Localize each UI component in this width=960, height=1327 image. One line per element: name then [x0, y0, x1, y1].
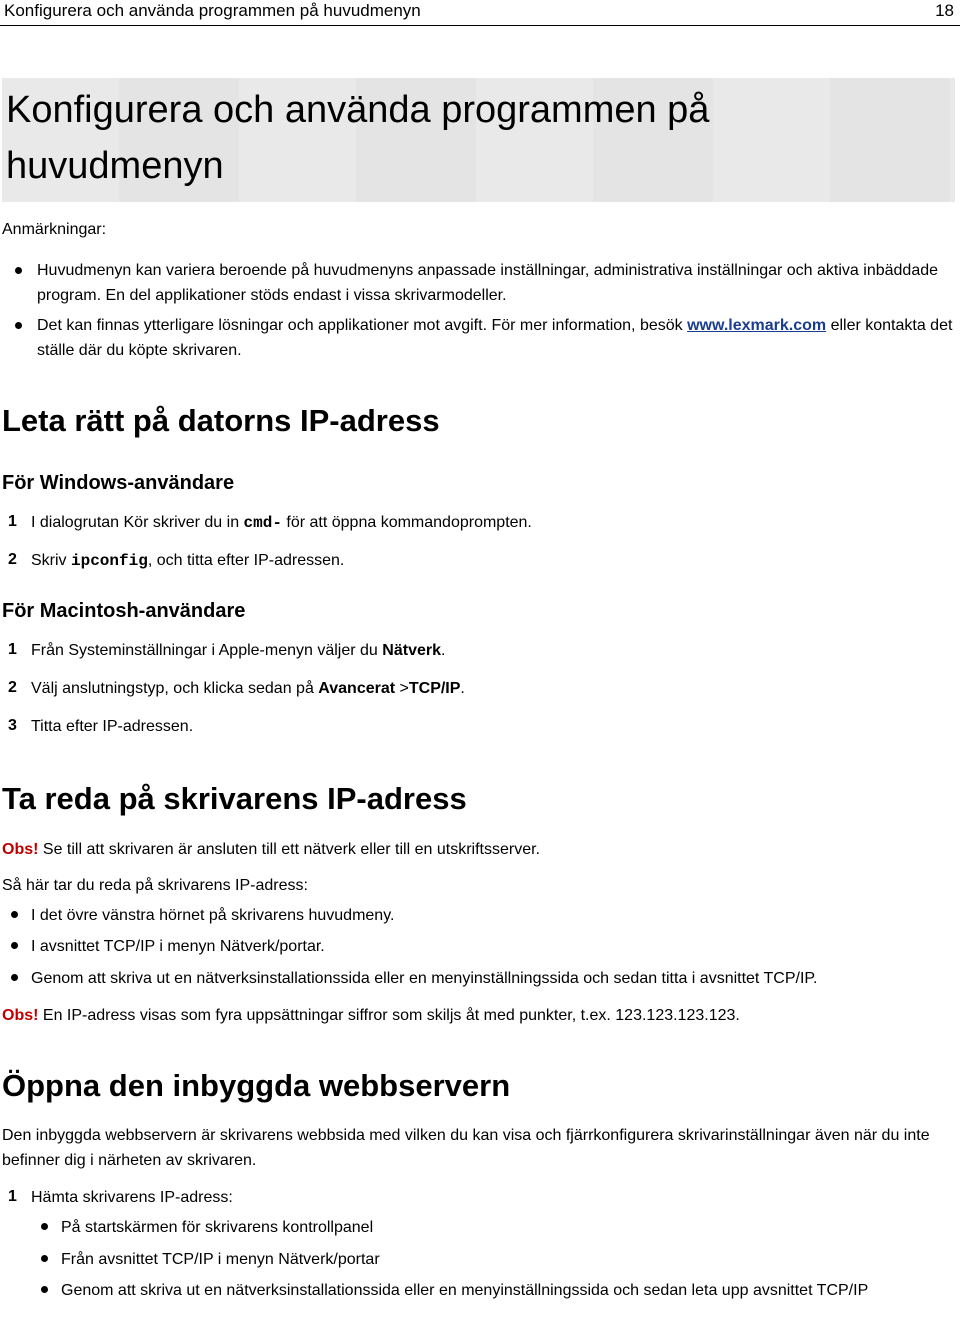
bullet-icon [11, 942, 18, 949]
note-item [37, 313, 959, 363]
note-obs [2, 837, 540, 862]
step-text: Hämta skrivarens IP-adress: [31, 1189, 233, 1206]
obs-label: Obs! [2, 841, 39, 858]
step-text-part: Välj anslutningstyp, och klicka sedan på [31, 680, 319, 697]
bullet-icon [15, 322, 22, 329]
bullet-icon [15, 267, 22, 274]
step-text [31, 638, 445, 663]
step-text: Titta efter IP-adressen. [31, 718, 194, 735]
list-item: I avsnittet TCP/IP i menyn Nätverk/portar. [31, 938, 325, 955]
notes-label: Anmärkningar: [2, 221, 107, 238]
step-text-part: för att öppna kommandoprompten. [281, 514, 532, 531]
subsection-heading: För Macintosh-användare [2, 600, 246, 622]
list-item: På startskärmen för skrivarens kontrollpanel [61, 1219, 374, 1236]
step-number: 3 [8, 717, 17, 734]
chapter-title: Konfigurera och använda programmen på huvudmenyn [6, 89, 710, 187]
bullet-icon [11, 911, 18, 918]
step-text [31, 676, 465, 701]
step-text-part: . [460, 680, 465, 697]
ui-term: TCP/IP [408, 680, 461, 697]
bullet-icon [11, 974, 18, 981]
note-obs [2, 1003, 740, 1028]
bullet-icon [41, 1223, 48, 1230]
section-heading: Ta reda på skrivarens IP-adress [2, 781, 467, 816]
step-text-part: , och titta efter IP-adressen. [147, 552, 345, 569]
step-text-part: Från Systeminställningar i Apple-menyn väljer du [31, 642, 383, 659]
ui-term: Nätverk [382, 642, 441, 659]
code-ipconfig: ipconfig [71, 552, 148, 570]
bullet-icon [41, 1286, 48, 1293]
header-rule [0, 25, 960, 26]
intro-text: Så här tar du reda på skrivarens IP-adress: [2, 877, 308, 894]
page-number: 18 [935, 1, 954, 20]
code-cmd: cmd- [243, 514, 282, 532]
step-number: 2 [8, 679, 17, 696]
ui-term: Avancerat [318, 680, 396, 697]
step-text-part: > [395, 680, 409, 697]
list-item: Från avsnittet TCP/IP i menyn Nätverk/portar [61, 1251, 380, 1268]
step-number: 2 [8, 551, 17, 568]
list-item: I det övre vänstra hörnet på skrivarens huvudmeny. [31, 907, 395, 924]
obs-label: Obs! [2, 1007, 39, 1024]
section-heading: Leta rätt på datorns IP-adress [2, 403, 440, 438]
subsection-heading: För Windows-användare [2, 472, 235, 494]
note-text: eller kontakta det ställe där du köpte skrivaren. [37, 317, 953, 359]
step-number: 1 [8, 1188, 17, 1205]
running-header [0, 0, 960, 24]
bullet-icon [41, 1255, 48, 1262]
obs-text: En IP-adress visas som fyra uppsättningar siffror som skiljs åt med punkter, t.ex. 123.123.123.123. [38, 1007, 740, 1024]
step-text-part: . [440, 642, 446, 659]
step-text-part: Skriv [31, 552, 71, 569]
intro-text: Den inbyggda webbservern är skrivarens webbsida med vilken du kan visa och fjärrkonfigurera skrivarinställningar även när du inte befinner dig i närheten av skrivaren. [2, 1127, 930, 1169]
obs-text: Se till att skrivaren är ansluten till ett nätverk eller till en utskriftsserver. [38, 841, 540, 858]
step-number: 1 [8, 641, 17, 658]
lexmark-link[interactable]: www.lexmark.com [687, 317, 827, 334]
section-heading: Öppna den inbyggda webbservern [2, 1068, 511, 1103]
note-text: Det kan finnas ytterligare lösningar och applikationer mot avgift. För mer information, besök [37, 317, 688, 334]
list-item: Genom att skriva ut en nätverksinstallationssida eller en menyinställningssida och sedan leta upp avsnittet TCP/IP [61, 1282, 869, 1299]
step-text [31, 548, 344, 574]
step-text [31, 510, 532, 536]
running-title: Konfigurera och använda programmen på huvudmenyn [4, 1, 421, 20]
step-text-part: I dialogrutan Kör skriver du in [31, 514, 244, 531]
step-number: 1 [8, 513, 17, 530]
list-item: Genom att skriva ut en nätverksinstallationssida eller en menyinställningssida och sedan titta i avsnittet TCP/IP. [31, 970, 818, 987]
note-item: Huvudmenyn kan variera beroende på huvudmenyns anpassade inställningar, administrativa inställningar och aktiva inbäddade program. En del applikationer stöds endast i vissa skrivarmodeller. [37, 262, 939, 304]
